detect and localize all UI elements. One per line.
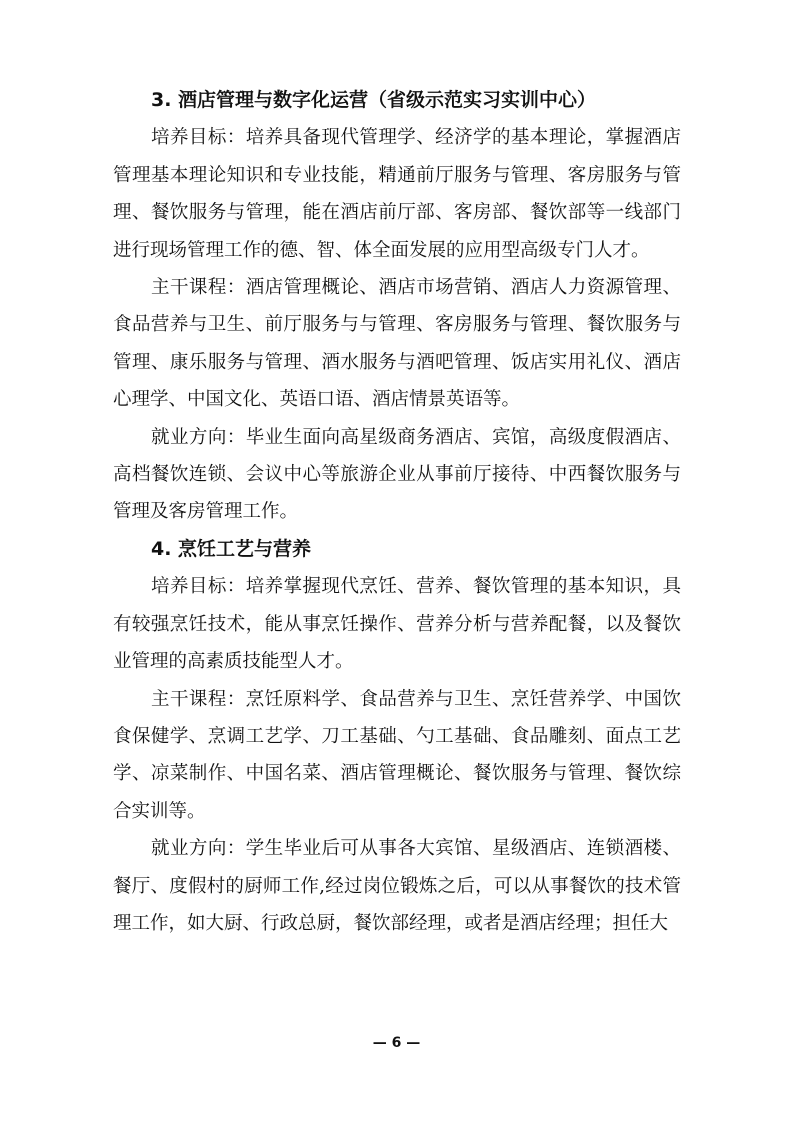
- page-number: — 6 —: [372, 1035, 421, 1051]
- page-content: [113, 82, 681, 942]
- section-heading: 3. 酒店管理与数字化运营（省级示范实习实训中心）: [151, 89, 597, 111]
- section-4: [113, 531, 681, 942]
- section-heading: 4. 烹饪工艺与营养: [151, 537, 312, 560]
- paragraph-main-courses: 主干课程：酒店管理概论、酒店市场营销、酒店人力资源管理、食品营养与卫生、前厅服务与与管理、客房服务与管理、餐饮服务与管理、康乐服务与管理、酒水服务与酒吧管理、饭店实用礼仪、酒店心理学、中国文化、英语口语、酒店情景英语等。: [113, 277, 681, 411]
- paragraph-training-goal: 培养目标：培养掌握现代烹饪、营养、餐饮管理的基本知识，具有较强烹饪技术，能从事烹饪操作、营养分析与营养配餐，以及餐饮业管理的高素质技能型人才。: [113, 576, 681, 673]
- paragraph-employment: 就业方向：毕业生面向高星级商务酒店、宾馆，高级度假酒店、高档餐饮连锁、会议中心等旅游企业从事前厅接待、中西餐饮服务与管理及客房管理工作。: [113, 426, 681, 523]
- section-3: [113, 82, 681, 531]
- paragraph-main-courses: 主干课程：烹饪原料学、食品营养与卫生、烹饪营养学、中国饮食保健学、烹调工艺学、刀工基础、勺工基础、食品雕刻、面点工艺学、凉菜制作、中国名菜、酒店管理概论、餐饮服务与管理、餐饮综合实训等。: [113, 688, 681, 822]
- paragraph-employment: 就业方向：学生毕业后可从事各大宾馆、星级酒店、连锁酒楼、餐厅、度假村的厨师工作,经过岗位锻炼之后，可以从事餐饮的技术管理工作，如大厨、行政总厨，餐饮部经理，或者是酒店经理；担任大: [113, 838, 681, 934]
- paragraph-training-goal: 培养目标：培养具备现代管理学、经济学的基本理论，掌握酒店管理基本理论知识和专业技能，精通前厅服务与管理、客房服务与管理、餐饮服务与管理，能在酒店前厅部、客房部、餐饮部等一线部门进行现场管理工作的德、智、体全面发展的应用型高级专门人才。: [113, 127, 681, 261]
